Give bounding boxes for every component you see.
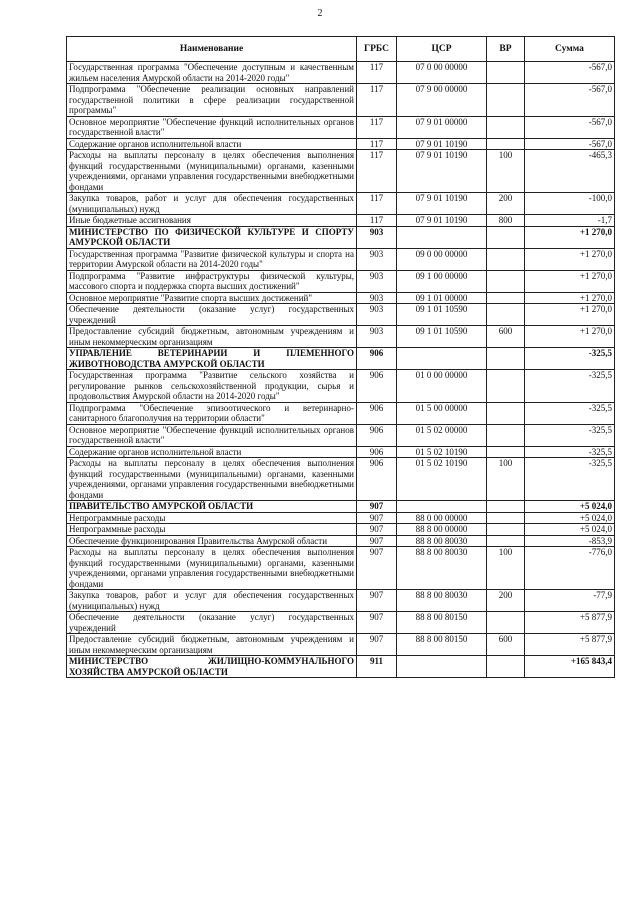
cell-grbs: 117 [357, 193, 397, 215]
cell-sum: +5 877,9 [525, 612, 615, 634]
cell-name: Расходы на выплаты персоналу в целях обеспечения выполнения функций государственными (муниципальными) органами, казенными учреждениями, органами управления государственными внебюджетными фондами [67, 547, 357, 590]
cell-vr [487, 446, 525, 458]
cell-csr [397, 501, 487, 513]
cell-grbs: 903 [357, 226, 397, 248]
cell-grbs: 907 [357, 612, 397, 634]
cell-vr: 100 [487, 150, 525, 193]
cell-name: Подпрограмма "Обеспечение реализации основных направлений государственной политики в сфере реализации государственной программы" [67, 84, 357, 117]
table-row [67, 634, 615, 656]
cell-vr: 200 [487, 193, 525, 215]
cell-grbs: 903 [357, 304, 397, 326]
cell-csr: 07 9 01 10190 [397, 150, 487, 193]
cell-vr [487, 348, 525, 370]
cell-vr: 100 [487, 547, 525, 590]
header-grbs: ГРБС [357, 37, 397, 62]
cell-name: МИНИСТЕРСТВО ЖИЛИЩНО-КОММУНАЛЬНОГО ХОЗЯЙСТВА АМУРСКОЙ ОБЛАСТИ [67, 656, 357, 678]
cell-vr [487, 370, 525, 403]
table-row [67, 84, 615, 117]
cell-csr [397, 348, 487, 370]
cell-sum: +1 270,0 [525, 226, 615, 248]
cell-name: Подпрограмма "Развитие инфраструктуры физической культуры, массового спорта и поддержка спорта высших достижений" [67, 270, 357, 292]
cell-grbs: 117 [357, 116, 397, 138]
cell-sum: +1 270,0 [525, 248, 615, 270]
table-row [67, 116, 615, 138]
cell-name: Государственная программа "Развитие сельского хозяйства и регулирование рынков сельскохозяйственной продукции, сырья и продовольствия Амурской области на 2014-2020 годы" [67, 370, 357, 403]
cell-sum: +1 270,0 [525, 326, 615, 348]
table-row [67, 226, 615, 248]
cell-sum: +1 270,0 [525, 270, 615, 292]
cell-sum: -567,0 [525, 138, 615, 150]
cell-name: Предоставление субсидий бюджетным, автономным учреждениям и иным некоммерческим организациям [67, 634, 357, 656]
header-name: Наименование [67, 37, 357, 62]
cell-grbs: 906 [357, 446, 397, 458]
cell-csr: 88 8 00 00000 [397, 524, 487, 536]
cell-sum: -465,3 [525, 150, 615, 193]
cell-name: Государственная программа "Обеспечение доступным и качественным жильем населения Амурской области на 2014-2020 годы" [67, 62, 357, 84]
cell-vr [487, 612, 525, 634]
cell-csr: 09 1 01 10590 [397, 326, 487, 348]
table-row [67, 370, 615, 403]
cell-grbs: 903 [357, 326, 397, 348]
cell-grbs: 907 [357, 512, 397, 524]
cell-csr: 07 9 01 10190 [397, 215, 487, 227]
cell-sum: -1,7 [525, 215, 615, 227]
table-row [67, 535, 615, 547]
cell-sum: -325,5 [525, 424, 615, 446]
cell-grbs: 903 [357, 292, 397, 304]
cell-csr: 88 8 00 80150 [397, 612, 487, 634]
cell-name: ПРАВИТЕЛЬСТВО АМУРСКОЙ ОБЛАСТИ [67, 501, 357, 513]
cell-name: Государственная программа "Развитие физической культуры и спорта на территории Амурской области на 2014-2020 годы" [67, 248, 357, 270]
cell-sum: +165 843,4 [525, 656, 615, 678]
table-body [67, 62, 615, 678]
table-row [67, 524, 615, 536]
cell-grbs: 907 [357, 524, 397, 536]
cell-csr: 88 8 00 80030 [397, 590, 487, 612]
table-row [67, 612, 615, 634]
table-row [67, 248, 615, 270]
cell-vr [487, 84, 525, 117]
cell-name: Основное мероприятие "Обеспечение функций исполнительных органов государственной власти" [67, 116, 357, 138]
cell-name: Обеспечение деятельности (оказание услуг) государственных учреждений [67, 304, 357, 326]
cell-sum: -325,5 [525, 348, 615, 370]
cell-vr [487, 535, 525, 547]
cell-grbs: 907 [357, 501, 397, 513]
cell-grbs: 903 [357, 248, 397, 270]
cell-name: Закупка товаров, работ и услуг для обеспечения государственных (муниципальных) нужд [67, 193, 357, 215]
cell-grbs: 907 [357, 535, 397, 547]
cell-grbs: 903 [357, 270, 397, 292]
table-header-row [67, 37, 615, 62]
cell-csr: 07 0 00 00000 [397, 62, 487, 84]
cell-name: Иные бюджетные ассигнования [67, 215, 357, 227]
cell-csr: 01 5 02 10190 [397, 446, 487, 458]
cell-sum: +5 024,0 [525, 524, 615, 536]
cell-sum: -853,9 [525, 535, 615, 547]
table-row [67, 326, 615, 348]
cell-name: МИНИСТЕРСТВО ПО ФИЗИЧЕСКОЙ КУЛЬТУРЕ И СПОРТУ АМУРСКОЙ ОБЛАСТИ [67, 226, 357, 248]
cell-name: Расходы на выплаты персоналу в целях обеспечения выполнения функций государственными (муниципальными) органами, казенными учреждениями, органами управления государственными внебюджетными фондами [67, 150, 357, 193]
table-row [67, 304, 615, 326]
cell-csr: 01 5 02 10190 [397, 458, 487, 501]
cell-vr [487, 501, 525, 513]
cell-name: Основное мероприятие "Развитие спорта высших достижений" [67, 292, 357, 304]
cell-name: Расходы на выплаты персоналу в целях обеспечения выполнения функций государственными (муниципальными) органами, казенными учреждениями, органами управления государственными внебюджетными фондами [67, 458, 357, 501]
table-row [67, 656, 615, 678]
table-row [67, 292, 615, 304]
cell-sum: +1 270,0 [525, 292, 615, 304]
table-row [67, 150, 615, 193]
cell-vr [487, 512, 525, 524]
cell-csr [397, 656, 487, 678]
cell-vr [487, 402, 525, 424]
cell-sum: -567,0 [525, 116, 615, 138]
cell-grbs: 117 [357, 62, 397, 84]
cell-vr [487, 138, 525, 150]
table-row [67, 348, 615, 370]
cell-vr [487, 292, 525, 304]
cell-sum: -325,5 [525, 402, 615, 424]
cell-grbs: 907 [357, 547, 397, 590]
cell-grbs: 117 [357, 215, 397, 227]
page-number: 2 [317, 8, 323, 19]
cell-sum: +5 024,0 [525, 512, 615, 524]
cell-vr [487, 62, 525, 84]
budget-table [66, 36, 615, 678]
cell-sum: +5 024,0 [525, 501, 615, 513]
table-row [67, 590, 615, 612]
header-csr: ЦСР [397, 37, 487, 62]
cell-csr: 07 9 01 10190 [397, 193, 487, 215]
table-row [67, 547, 615, 590]
header-vr: ВР [487, 37, 525, 62]
cell-csr: 07 9 01 10190 [397, 138, 487, 150]
table-row [67, 424, 615, 446]
table-row [67, 501, 615, 513]
cell-csr: 88 0 00 00000 [397, 512, 487, 524]
cell-vr [487, 226, 525, 248]
cell-vr [487, 248, 525, 270]
cell-csr: 88 8 00 80150 [397, 634, 487, 656]
cell-name: Подпрограмма "Обеспечение эпизоотического и ветеринарно-санитарного благополучия на территории области" [67, 402, 357, 424]
cell-sum: +1 270,0 [525, 304, 615, 326]
cell-vr [487, 656, 525, 678]
cell-sum: -100,0 [525, 193, 615, 215]
table-row [67, 215, 615, 227]
cell-name: Предоставление субсидий бюджетным, автономным учреждениям и иным некоммерческим организациям [67, 326, 357, 348]
cell-csr [397, 226, 487, 248]
table-row [67, 512, 615, 524]
cell-name: Непрограммные расходы [67, 524, 357, 536]
cell-sum: -776,0 [525, 547, 615, 590]
cell-vr [487, 424, 525, 446]
cell-sum: -77,9 [525, 590, 615, 612]
table-row [67, 446, 615, 458]
cell-grbs: 906 [357, 348, 397, 370]
cell-vr [487, 304, 525, 326]
cell-grbs: 907 [357, 634, 397, 656]
cell-sum: +5 877,9 [525, 634, 615, 656]
cell-name: Закупка товаров, работ и услуг для обеспечения государственных (муниципальных) нужд [67, 590, 357, 612]
cell-csr: 07 9 01 00000 [397, 116, 487, 138]
cell-csr: 01 5 02 00000 [397, 424, 487, 446]
cell-name: Основное мероприятие "Обеспечение функций исполнительных органов государственной власти" [67, 424, 357, 446]
cell-csr: 88 8 00 80030 [397, 535, 487, 547]
cell-grbs: 906 [357, 458, 397, 501]
cell-grbs: 117 [357, 138, 397, 150]
table-row [67, 138, 615, 150]
cell-name: Непрограммные расходы [67, 512, 357, 524]
cell-grbs: 906 [357, 370, 397, 403]
table-row [67, 270, 615, 292]
cell-sum: -325,5 [525, 370, 615, 403]
cell-vr: 200 [487, 590, 525, 612]
cell-csr: 09 0 00 00000 [397, 248, 487, 270]
cell-sum: -325,5 [525, 446, 615, 458]
cell-grbs: 911 [357, 656, 397, 678]
cell-csr: 01 5 00 00000 [397, 402, 487, 424]
cell-grbs: 117 [357, 150, 397, 193]
table-row [67, 62, 615, 84]
cell-sum: -567,0 [525, 62, 615, 84]
cell-name: Содержание органов исполнительной власти [67, 138, 357, 150]
table-row [67, 193, 615, 215]
cell-sum: -567,0 [525, 84, 615, 117]
cell-name: УПРАВЛЕНИЕ ВЕТЕРИНАРИИ И ПЛЕМЕННОГО ЖИВОТНОВОДСТВА АМУРСКОЙ ОБЛАСТИ [67, 348, 357, 370]
cell-csr: 09 1 01 00000 [397, 292, 487, 304]
cell-csr: 09 1 00 00000 [397, 270, 487, 292]
cell-vr: 600 [487, 634, 525, 656]
header-sum: Сумма [525, 37, 615, 62]
cell-grbs: 906 [357, 424, 397, 446]
cell-vr: 600 [487, 326, 525, 348]
cell-name: Содержание органов исполнительной власти [67, 446, 357, 458]
cell-csr: 07 9 00 00000 [397, 84, 487, 117]
table-row [67, 402, 615, 424]
table-row [67, 458, 615, 501]
cell-vr [487, 116, 525, 138]
cell-grbs: 907 [357, 590, 397, 612]
cell-vr [487, 270, 525, 292]
cell-name: Обеспечение деятельности (оказание услуг) государственных учреждений [67, 612, 357, 634]
cell-grbs: 906 [357, 402, 397, 424]
cell-vr: 800 [487, 215, 525, 227]
cell-vr [487, 524, 525, 536]
cell-grbs: 117 [357, 84, 397, 117]
cell-vr: 100 [487, 458, 525, 501]
cell-csr: 01 0 00 00000 [397, 370, 487, 403]
cell-name: Обеспечение функционирования Правительства Амурской области [67, 535, 357, 547]
cell-sum: -325,5 [525, 458, 615, 501]
cell-csr: 09 1 01 10590 [397, 304, 487, 326]
cell-csr: 88 8 00 80030 [397, 547, 487, 590]
